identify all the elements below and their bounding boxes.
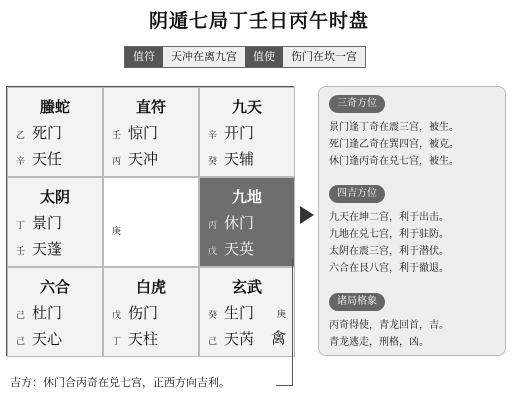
- palace-east-highlighted: [199, 177, 295, 267]
- palace-west: [7, 177, 103, 267]
- page-title: 阴遁七局丁壬日丙午时盘: [148, 10, 369, 32]
- palace-door: 生门: [224, 304, 255, 322]
- text-line: 九天在坤二宫，利于出击。: [329, 212, 449, 223]
- palace-stem: 壬: [16, 247, 26, 257]
- section-title-sanqi: 三奇方位: [329, 95, 385, 113]
- text-line: 休门逢丙奇在兑七宫，被生。: [329, 156, 459, 167]
- palace-god: 六合: [39, 278, 70, 296]
- text-line: 青龙逃走，刑格，凶。: [329, 337, 429, 348]
- text-line: 太阴在震三宫，利于潜伏。: [329, 246, 449, 257]
- text-line: 六合在艮八宫，利于撤退。: [329, 263, 449, 274]
- section-lines-geju: [329, 317, 497, 351]
- palace-door: 伤门: [128, 304, 159, 322]
- palace-star: 天心: [32, 330, 63, 348]
- palace-stem: 辛: [208, 131, 218, 141]
- palace-stem: 己: [16, 337, 26, 347]
- palace-grid: [6, 86, 294, 356]
- arrow-right-icon: [300, 206, 314, 224]
- zhishi-label: 值使: [245, 47, 283, 67]
- palace-southeast: [199, 267, 295, 357]
- section-title-siji: 四吉方位: [329, 185, 385, 203]
- palace-stem: 己: [16, 311, 26, 321]
- palace-door: 惊门: [128, 124, 159, 142]
- text-line: 景门逢丁奇在震三宫，被生。: [329, 122, 459, 133]
- leader-line: [276, 385, 292, 386]
- palace-stem: 丙: [112, 157, 122, 167]
- palace-door: 死门: [32, 124, 63, 142]
- palace-extra-stem: 庚: [276, 310, 286, 320]
- section-lines-sanqi: [329, 119, 497, 170]
- palace-door: 杜门: [32, 304, 63, 322]
- palace-stem: 丁: [16, 221, 26, 231]
- auspicious-direction-note: 吉方：休门合丙奇在兑七宫，正西方向吉利。: [10, 376, 230, 389]
- palace-extra-star: 禽: [270, 329, 286, 347]
- section-lines-siji: [329, 209, 497, 277]
- palace-star: 天芮: [224, 330, 255, 348]
- palace-stem: 戊: [112, 311, 122, 321]
- palace-door: 景门: [32, 214, 63, 232]
- palace-stem: 丙: [208, 221, 218, 231]
- palace-stem: 癸: [208, 311, 218, 321]
- palace-god: 白虎: [135, 278, 166, 296]
- palace-god: 九地: [231, 188, 262, 206]
- palace-stem: 壬: [112, 131, 122, 141]
- analysis-panel: [318, 86, 506, 356]
- zhishi-value: 伤门在坎一宫: [283, 47, 365, 67]
- palace-south: [103, 267, 199, 357]
- palace-stem: 癸: [208, 157, 218, 167]
- duty-info-bar: [124, 46, 366, 68]
- palace-stem: 己: [208, 337, 218, 347]
- zhifu-label: 值符: [125, 47, 163, 67]
- palace-stem: 丁: [112, 337, 122, 347]
- section-title-geju: 诸局格象: [329, 293, 385, 311]
- zhifu-value: 天冲在离九宫: [163, 47, 245, 67]
- palace-god: 螣蛇: [39, 98, 70, 116]
- palace-stem: 庚: [112, 227, 122, 237]
- palace-stem: 戊: [208, 247, 218, 257]
- palace-star: 天蓬: [32, 240, 63, 258]
- palace-northeast: [199, 87, 295, 177]
- palace-northwest: [7, 87, 103, 177]
- palace-star: 天冲: [128, 150, 159, 168]
- palace-god: 玄武: [231, 278, 262, 296]
- palace-stem: 乙: [16, 131, 26, 141]
- leader-line: [292, 258, 293, 386]
- text-line: 九地在兑七宫，利于驻防。: [329, 229, 449, 240]
- palace-god: 太阴: [39, 188, 70, 206]
- palace-southwest: [7, 267, 103, 357]
- text-line: 死门逢乙奇在巽四宫，被克。: [329, 139, 459, 150]
- palace-north: [103, 87, 199, 177]
- palace-star: 天辅: [224, 150, 255, 168]
- palace-god: 九天: [231, 98, 262, 116]
- palace-star: 天任: [32, 150, 63, 168]
- text-line: 丙奇得使，青龙回首，吉。: [329, 320, 449, 331]
- palace-door: 休门: [224, 214, 255, 232]
- palace-star: 天柱: [128, 330, 159, 348]
- palace-center: [103, 177, 199, 267]
- palace-god: 直符: [135, 98, 166, 116]
- palace-star: 天英: [224, 240, 255, 258]
- palace-door: 开门: [224, 124, 255, 142]
- palace-stem: 辛: [16, 157, 26, 167]
